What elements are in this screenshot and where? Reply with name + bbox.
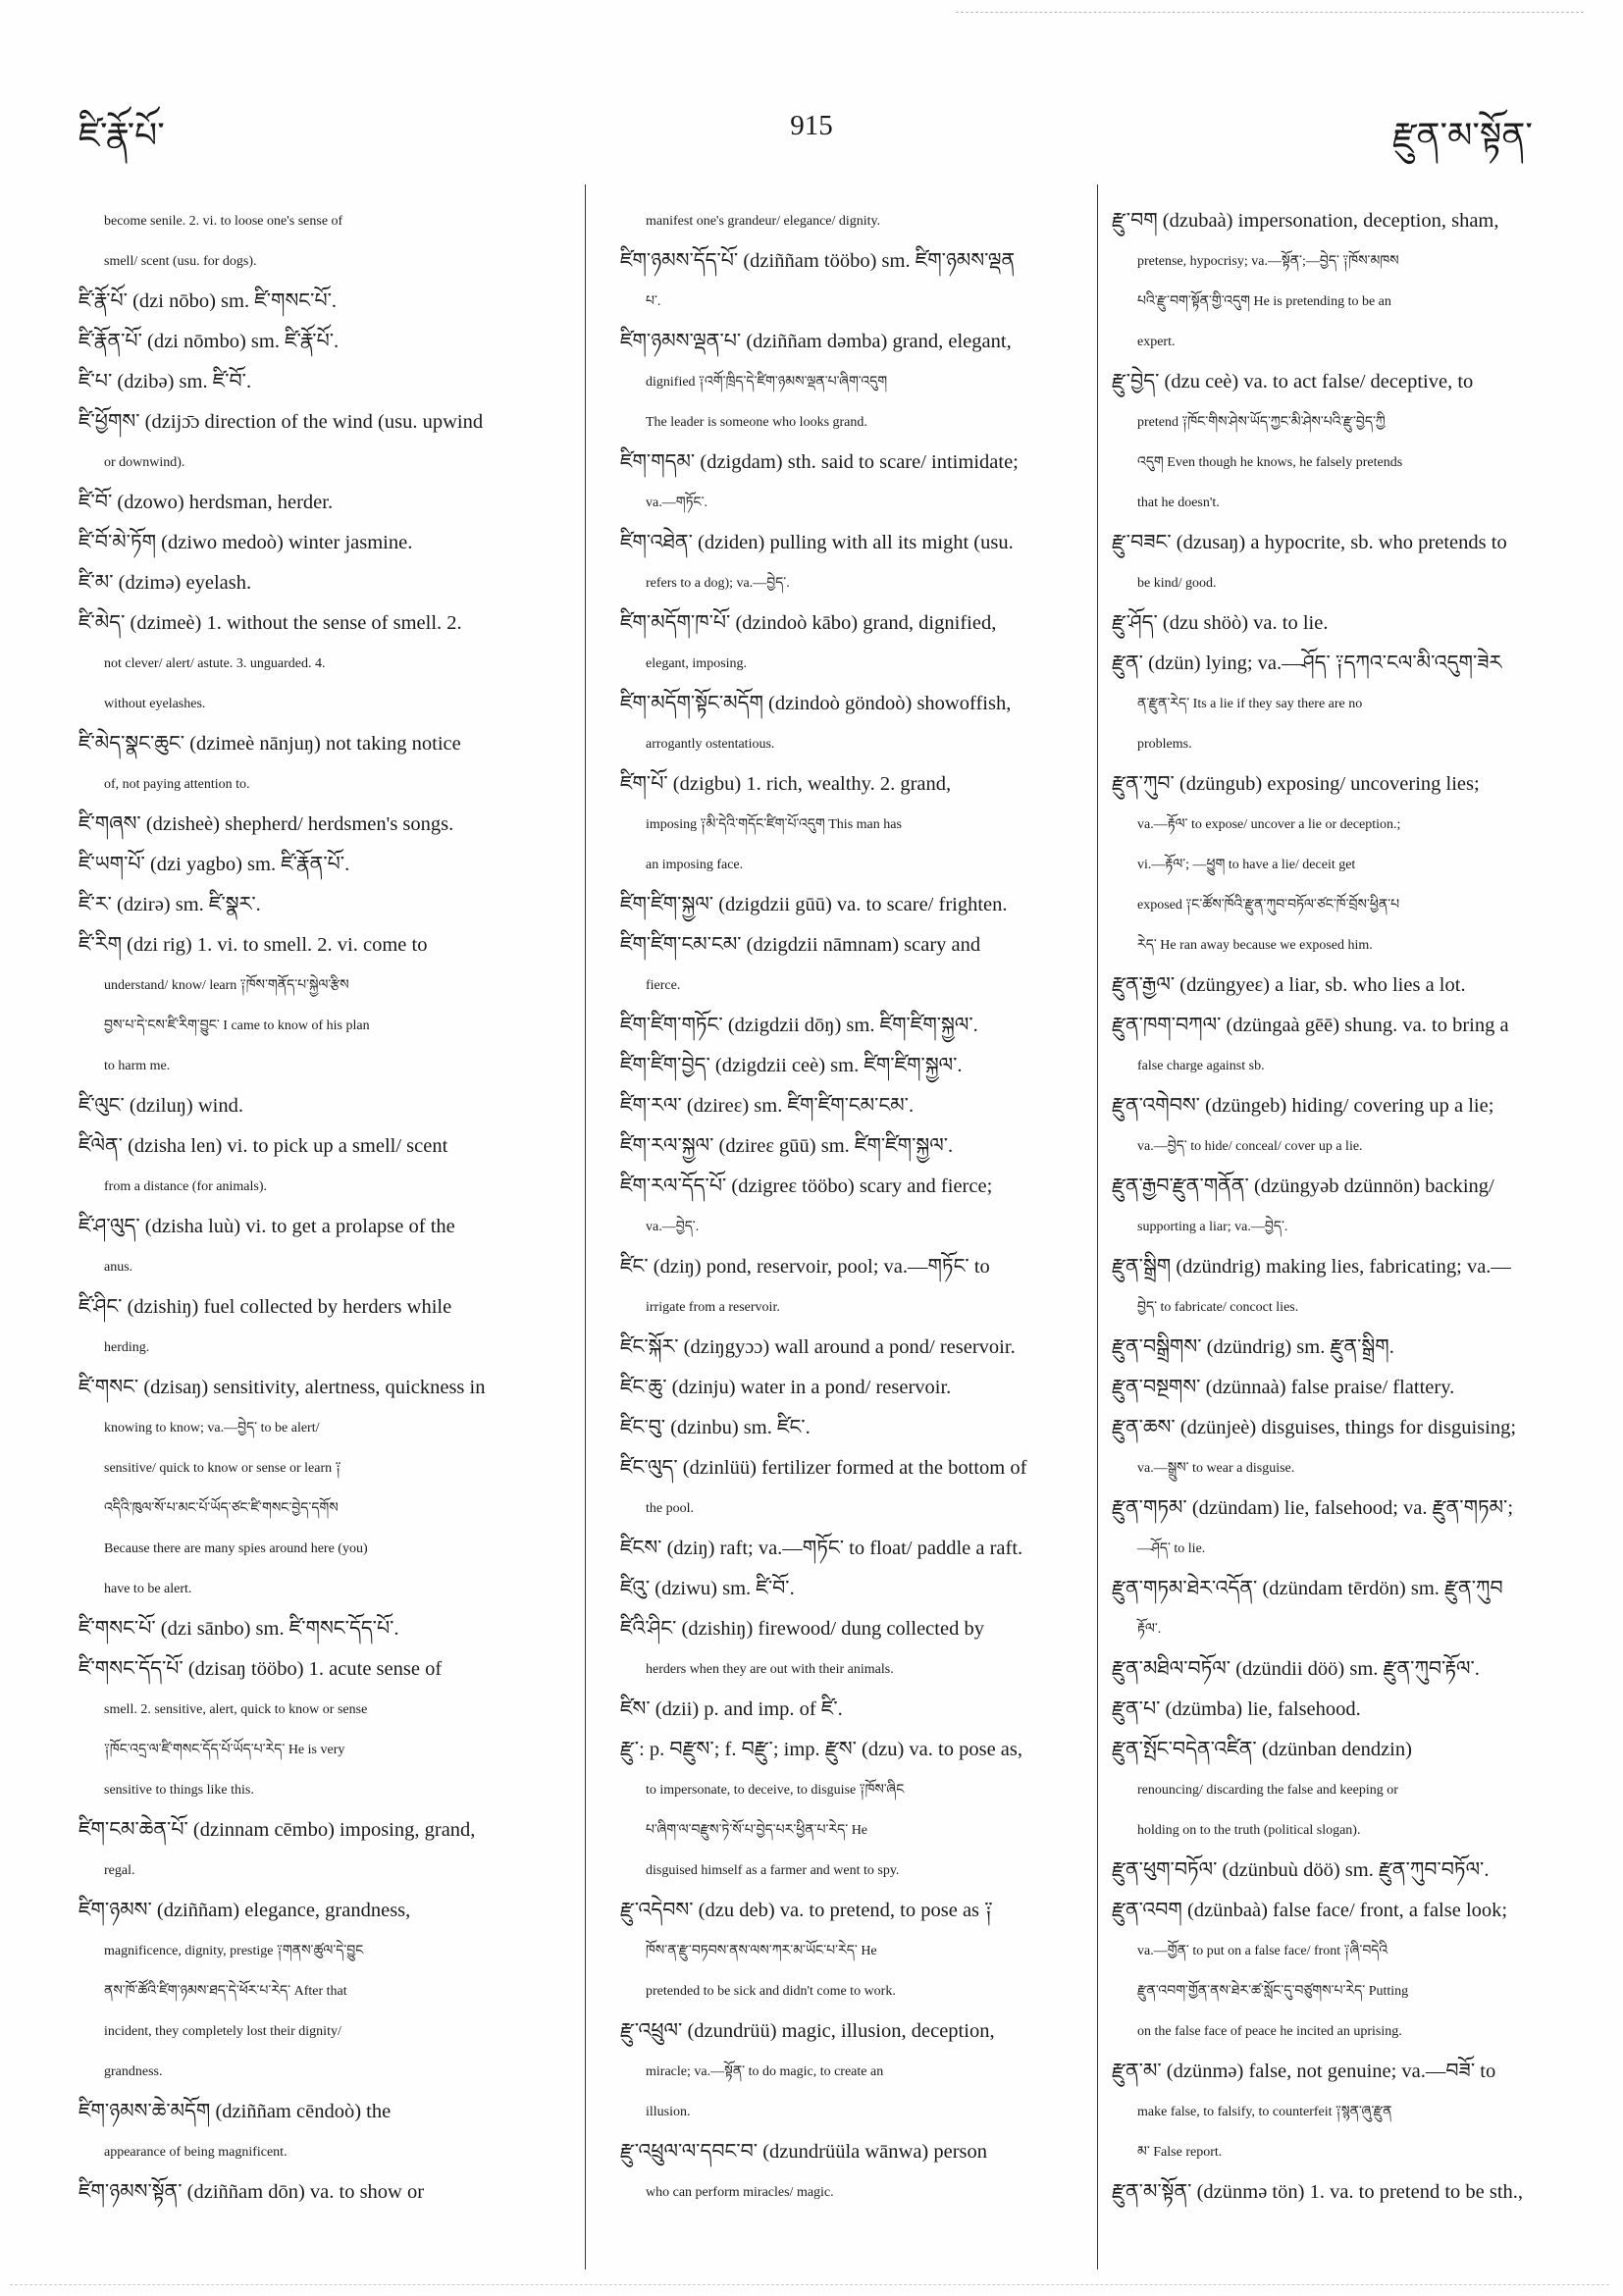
entry-headword-line: རྫུན་ཆས་ (dzünjeè) disguises, things for disguising; (1112, 1417, 1517, 1438)
entry-continuation-line: manifest one's grandeur/ elegance/ dignity. (646, 214, 881, 229)
entry-headword-line: ཛིངས་ (dziŋ) raft; va.—གཏོང་ to float/ paddle a raft. (620, 1538, 1023, 1559)
column-right (1112, 201, 1605, 2213)
entry-headword-line: ཛི་གསང་པོ་ (dzi sānbo) sm. ཛི་གསང་དོད་པོ་. (79, 1618, 399, 1640)
entry-continuation-line: incident, they completely lost their dignity/ (104, 2024, 341, 2039)
entry-headword-line: རྫུན་སྒྲིག (dzündrig) making lies, fabricating; va.— (1112, 1256, 1511, 1278)
entry-headword-line: རྫུན་བསྒྲིགས་ (dzündrig) sm. རྫུན་སྒྲིག. (1112, 1336, 1394, 1358)
entry-continuation-line: holding on to the truth (political slogan). (1137, 1823, 1361, 1838)
entry-continuation-line: imposing ༑མི་དེའི་གདོང་ཛིག་པོ་འདུག This man has (646, 817, 902, 832)
entry-continuation-line: pretense, hypocrisy; va.—སྟོན་;—བྱེད་ ༑ཁོས་མཁས (1137, 254, 1399, 269)
entry-headword-line: ཛིག་པོ་ (dzigbu) 1. rich, wealthy. 2. grand, (620, 773, 952, 795)
entry-continuation-line: vi.—རྟོལ་; —ཕྱུག to have a lie/ deceit get (1137, 858, 1356, 872)
entry-headword-line: ཛིག་ཛིག་སྐྱལ་ (dzigdzii gūū) va. to scare/ frighten. (620, 894, 1008, 915)
entry-headword-line: ཛིའུ་ (dziwu) sm. ཛི་བོ་. (620, 1578, 795, 1599)
entry-headword-line: ཛིག་ཛིག་བྱེད་ (dzigdzii ceè) sm. ཛིག་ཛིག་སྐྱལ་. (620, 1055, 963, 1076)
entry-continuation-line: disguised himself as a farmer and went to spy. (646, 1863, 900, 1878)
entry-continuation-line: appearance of being magnificent. (104, 2145, 288, 2160)
entry-continuation-line: ༑ཁོང་འདྲ་ལ་ཛི་གསང་དོད་པོ་ཡོད་པ་རེད་ He is very (104, 1743, 345, 1757)
entry-continuation-line: on the false face of peace he incited an uprising. (1137, 2024, 1402, 2039)
entry-continuation-line: to harm me. (104, 1059, 171, 1073)
entry-headword-line: ཛིག་མདོག་ཁ་པོ་ (dzindoò kābo) grand, dignified, (620, 612, 997, 634)
entry-headword-line: རྫུན་ (dzün) lying; va.—ཤོད་ ༑དཀའ་ངལ་མི་འདུག་ཟེར (1112, 652, 1502, 674)
entry-headword-line: རྫུ་: p. བརྫུས་; f. བརྫུ་; imp. རྫུས་ (dzu) va. to pose as, (620, 1739, 1022, 1760)
entry-continuation-line: arrogantly ostentatious. (646, 737, 775, 752)
entry-continuation-line: who can perform miracles/ magic. (646, 2185, 834, 2200)
entry-headword-line: ཛི་མེད་ (dzimeè) 1. without the sense of smell. 2. (79, 612, 462, 634)
entry-headword-line: ཛི་གསང་ (dzisaŋ) sensitivity, alertness, quickness in (79, 1377, 486, 1398)
entry-headword-line: རྫུ་འདེབས་ (dzu deb) va. to pretend, to pose as ༑ (620, 1900, 993, 1921)
entry-headword-line: རྫུན་ཕུག་བཏོལ་ (dzünbuù döö) sm. རྫུན་ཀུབ་བཏོལ་. (1112, 1859, 1490, 1881)
entry-continuation-line: without eyelashes. (104, 697, 206, 711)
entry-continuation-line: dignified ༑འགོ་ཁྲིད་དེ་ཛིག་ཉམས་ལྡན་པ་ཞིག་འདུག (646, 375, 888, 390)
entry-continuation-line: པ་. (646, 294, 661, 309)
entry-headword-line: རྫུན་འགེབས་ (dzüngeb) hiding/ covering up a lie; (1112, 1095, 1494, 1117)
entry-headword-line: ཛི་རྣོན་པོ་ (dzi nōmbo) sm. ཛི་རྣོ་པོ་. (79, 331, 340, 352)
entry-continuation-line: be kind/ good. (1137, 576, 1217, 591)
entry-headword-line: ཛི་ཤ་ལུད་ (dzisha luù) vi. to get a prolapse of the (79, 1216, 455, 1237)
entry-continuation-line: fierce. (646, 978, 681, 993)
entry-continuation-line: pretended to be sick and didn't come to work. (646, 1984, 896, 1999)
entry-headword-line: རྫུ་འཕྲུལ་ལ་དབང་བ་ (dzundrüüla wānwa) person (620, 2141, 988, 2163)
entry-headword-line: ཛི་ཡག་པོ་ (dzi yagbo) sm. ཛི་རྣོན་པོ་. (79, 854, 350, 875)
entry-headword-line: རྫུ་འཕྲུལ་ (dzundrüü) magic, illusion, deception, (620, 2020, 995, 2042)
entry-continuation-line: Because there are many spies around here (you) (104, 1541, 368, 1556)
column-middle (620, 201, 1089, 2213)
entry-continuation-line: have to be alert. (104, 1582, 192, 1596)
entry-headword-line: ཛིང་ལུད་ (dzinlüü) fertilizer formed at the bottom of (620, 1457, 1027, 1479)
entry-headword-line: ཛི་ཤིང་ (dzishiŋ) fuel collected by herders while (79, 1296, 452, 1318)
entry-headword-line: ཛིག་འཐེན་ (dziden) pulling with all its might (usu. (620, 532, 1014, 553)
entry-continuation-line: མ་ False report. (1137, 2145, 1223, 2160)
entry-headword-line: ཛིག་ཉམས་ཆེ་མདོག (dziññam cēndoò) the (79, 2101, 392, 2122)
entry-continuation-line: smell/ scent (usu. for dogs). (104, 254, 257, 269)
entry-continuation-line: va.—གྱོན་ to put on a false face/ front ༑ཞི་བདེའི (1137, 1944, 1388, 1958)
running-head-right: རྫུན་མ་སྟོན་ (1391, 116, 1533, 155)
entry-continuation-line: or downwind). (104, 455, 185, 470)
entry-continuation-line: herding. (104, 1340, 150, 1355)
entry-continuation-line: understand/ know/ learn ༑ཁོས་གནོད་པ་སྐྱེལ་རྩིས (104, 978, 349, 993)
entry-continuation-line: that he doesn't. (1137, 496, 1220, 510)
entry-continuation-line: The leader is someone who looks grand. (646, 415, 867, 430)
entry-headword-line: ཛི་རྣོ་པོ་ (dzi nōbo) sm. ཛི་གསང་པོ་. (79, 290, 338, 312)
entry-continuation-line: pretend ༑ཁོང་གིས་ཤེས་ཡོད་ཀྱང་མི་ཤེས་པའི་རྫུ་བྱེད་ཀྱི (1137, 415, 1386, 430)
entry-continuation-line: anus. (104, 1260, 133, 1275)
entry-headword-line: ཛིང་བུ་ (dzinbu) sm. ཛིང་. (620, 1417, 811, 1438)
entry-headword-line: ཛི་གཞས་ (dzisheè) shepherd/ herdsmen's songs. (79, 813, 454, 835)
entry-continuation-line: become senile. 2. vi. to loose one's sense of (104, 214, 343, 229)
entry-headword-line: རྫུན་སྤོང་བདེན་འཛིན་ (dzünban dendzin) (1112, 1739, 1412, 1760)
entry-headword-line: རྫུན་གཏམ་ (dzündam) lie, falsehood; va. རྫུན་གཏམ་; (1112, 1497, 1514, 1519)
entry-continuation-line: of, not paying attention to. (104, 777, 250, 792)
entry-continuation-line: supporting a liar; va.—བྱེད་. (1137, 1220, 1288, 1234)
entry-headword-line: ཛི་རིག (dzi rig) 1. vi. to smell. 2. vi. come to (79, 934, 428, 956)
entry-continuation-line: illusion. (646, 2105, 691, 2119)
entry-headword-line: རྫུན་པ་ (dzümba) lie, falsehood. (1112, 1698, 1361, 1720)
entry-continuation-line: va.—བྱེད་ to hide/ conceal/ cover up a lie. (1137, 1139, 1363, 1154)
bottom-scan-marks (10, 2284, 1609, 2285)
entry-headword-line: ཛིང་སྐོར་ (dziŋgyɔɔ) wall around a pond/ reservoir. (620, 1336, 1016, 1358)
entry-headword-line: རྫུན་འབག (dzünbaà) false face/ front, a false look; (1112, 1900, 1508, 1921)
entry-continuation-line: པ་ཞིག་ལ་བརྫུས་ཏེ་སོ་པ་བྱེད་པར་ཕྱིན་པ་རེད་ He (646, 1823, 868, 1838)
column-rule-right (1097, 184, 1098, 2270)
entry-continuation-line: renouncing/ discarding the false and keeping or (1137, 1783, 1398, 1798)
entry-continuation-line: miracle; va.—སྟོན་ to do magic, to create an (646, 2064, 884, 2079)
entry-headword-line: ཛིག་ཉམས་སྟོན་ (dziññam dōn) va. to show or (79, 2181, 425, 2203)
column-rule-left (585, 184, 586, 2270)
entry-headword-line: ཛི་ཕྱོགས་ (dzijɔ̄ɔ direction of the wind (usu. upwind (79, 411, 484, 433)
entry-headword-line: རྫུན་བསྔགས་ (dzünnaà) false praise/ flattery. (1112, 1377, 1455, 1398)
entry-headword-line: ཛི་མེད་སྣང་ཆུང་ (dzimeè nānjuŋ) not taking notice (79, 733, 461, 755)
entry-continuation-line: —ཤོད་ to lie. (1137, 1541, 1206, 1556)
entry-continuation-line: irrigate from a reservoir. (646, 1300, 780, 1315)
entry-continuation-line: འདུག Even though he knows, he falsely pretends (1137, 455, 1403, 470)
entry-continuation-line: ནས་ཁོ་ཚོའི་ཛིག་ཉམས་ཐད་དེ་ཕོར་པ་རེད་ After that (104, 1984, 347, 1999)
entry-headword-line: རྫུན་ཀུབ་ (dzüngub) exposing/ uncovering lies; (1112, 773, 1480, 795)
entry-headword-line: ཛི་ར་ (dzirə) sm. ཛི་སྣར་. (79, 894, 261, 915)
entry-headword-line: རྫུན་མ་སྟོན་ (dzünmə tön) 1. va. to pretend to be sth., (1112, 2181, 1524, 2203)
entry-continuation-line: to impersonate, to deceive, to disguise ༑ཁོས་ཞིང (646, 1783, 905, 1798)
entry-headword-line: ཛིལེན་ (dzisha len) vi. to pick up a smell/ scent (79, 1135, 448, 1157)
entry-continuation-line: པའི་རྫུ་བག་སྟོན་གྱི་འདུག He is pretending to be an (1137, 294, 1391, 309)
entry-continuation-line: regal. (104, 1863, 135, 1878)
entry-headword-line: རྫུན་གཏམ་ཐེར་འདོན་ (dzündam tērdön) sm. རྫུན་ཀུབ (1112, 1578, 1503, 1599)
entry-headword-line: ཛིས་ (dzii) p. and imp. of ཛི་. (620, 1698, 843, 1720)
entry-headword-line: རྫུན་མཐིལ་བཏོལ་ (dzündii döö) sm. རྫུན་ཀུབ་རྟོལ་. (1112, 1658, 1480, 1680)
entry-headword-line: རྫུན་མ་ (dzünmə) false, not genuine; va.—བཟོ་ to (1112, 2061, 1496, 2082)
entry-headword-line: ཛིག་ཛིག་ངམ་ངམ་ (dzigdzii nāmnam) scary and (620, 934, 981, 956)
entry-headword-line: རྫུ་ཤོད་ (dzu shöò) va. to lie. (1112, 612, 1329, 634)
entry-continuation-line: sensitive/ quick to know or sense or learn ༑ (104, 1461, 341, 1476)
entry-headword-line: རྫུན་རྒྱལ་ (dzüngyeε) a liar, sb. who lies a lot. (1112, 974, 1466, 996)
entry-headword-line: ཛིའི་ཤིང་ (dzishiŋ) firewood/ dung collected by (620, 1618, 984, 1640)
entry-headword-line: རྫུ་བྱེད་ (dzu ceè) va. to act false/ deceptive, to (1112, 371, 1474, 392)
entry-headword-line: ཛིང་ཆུ་ (dzinju) water in a pond/ reservoir. (620, 1377, 952, 1398)
entry-continuation-line: expert. (1137, 335, 1176, 349)
entry-headword-line: ཛིག་ཛིག་གཏོང་ (dzigdzii dōŋ) sm. ཛིག་ཛིག་སྐྱལ་. (620, 1015, 978, 1036)
entry-headword-line: ཛི་ལུང་ (dziluŋ) wind. (79, 1095, 243, 1117)
entry-headword-line: ཛིག་རལ་དོད་པོ་ (dzigreε tööbo) scary and fierce; (620, 1175, 993, 1197)
entry-continuation-line: va.—གཏོང་. (646, 496, 708, 510)
entry-continuation-line: རྟོལ་. (1137, 1622, 1162, 1637)
entry-continuation-line: བྱེད་ to fabricate/ concoct lies. (1137, 1300, 1299, 1315)
entry-headword-line: རྫུ་བག (dzubaà) impersonation, deception, sham, (1112, 210, 1499, 232)
entry-continuation-line: smell. 2. sensitive, alert, quick to know or sense (104, 1702, 368, 1717)
entry-continuation-line: refers to a dog); va.—བྱེད་. (646, 576, 790, 591)
entry-headword-line: ཛིང་ (dziŋ) pond, reservoir, pool; va.—གཏོང་ to (620, 1256, 990, 1278)
entry-continuation-line: རྫུན་འབག་གྱོན་ནས་ཐེར་ཚ་སློང་དུ་བཙུགས་པ་རེད་ Putting (1137, 1984, 1409, 1999)
entry-continuation-line: an imposing face. (646, 858, 744, 872)
entry-continuation-line: va.—བྱེད་. (646, 1220, 700, 1234)
entry-continuation-line: magnificence, dignity, prestige ༑གནས་ཚུལ་དེ་བྱུང (104, 1944, 364, 1958)
entry-headword-line: རྫུན་རྒྱབ་རྫུན་གནོན་ (dzüngyəb dzünnön) backing/ (1112, 1175, 1494, 1197)
entry-headword-line: རྫུ་བཟང་ (dzusaŋ) a hypocrite, sb. who pretends to (1112, 532, 1507, 553)
entry-headword-line: ཛིག་རལ་སྐྱལ་ (dzireε gūū) sm. ཛིག་ཛིག་སྐྱལ་. (620, 1135, 954, 1157)
entry-continuation-line: problems. (1137, 737, 1192, 752)
entry-continuation-line: the pool. (646, 1501, 694, 1516)
entry-headword-line: ཛི་པ་ (dzibə) sm. ཛི་བོ་. (79, 371, 252, 392)
entry-headword-line: ཛི་བོ་ (dzowo) herdsman, herder. (79, 492, 334, 513)
entry-continuation-line: elegant, imposing. (646, 656, 748, 671)
entry-continuation-line: འདིའི་ཁུལ་སོ་པ་མང་པོ་ཡོད་ཙང་ཛི་གསང་བྱེད་དགོས (104, 1501, 339, 1516)
entry-continuation-line: grandness. (104, 2064, 163, 2079)
entry-headword-line: ཛི་གསང་དོད་པོ་ (dzisaŋ tööbo) 1. acute sense of (79, 1658, 443, 1680)
entry-continuation-line: བྱས་པ་དེ་ངས་ཛི་རིག་བྱུང་ I came to know of his plan (104, 1018, 370, 1033)
column-left (79, 201, 554, 2213)
entry-continuation-line: ཁོས་ན་རྫུ་བཏབས་ནས་ལས་ཀར་མ་ཡོང་པ་རེད་ He (646, 1944, 877, 1958)
entry-headword-line: རྫུན་ཁག་བཀལ་ (dzüngaà gēē) shung. va. to bring a (1112, 1015, 1509, 1036)
top-scan-marks (956, 12, 1584, 13)
entry-continuation-line: not clever/ alert/ astute. 3. unguarded. 4. (104, 656, 326, 671)
entry-headword-line: ཛི་མ་ (dzimə) eyelash. (79, 572, 252, 594)
entry-continuation-line: herders when they are out with their animals. (646, 1662, 894, 1677)
page-number: 915 (790, 110, 833, 141)
entry-continuation-line: false charge against sb. (1137, 1059, 1265, 1073)
entry-continuation-line: va.—རྟོལ་ to expose/ uncover a lie or deception.; (1137, 817, 1401, 832)
entry-headword-line: ཛིག་ཉམས་ (dziññam) elegance, grandness, (79, 1900, 411, 1921)
entry-continuation-line: ན་རྫུན་རེད་ Its a lie if they say there are no (1137, 697, 1363, 711)
entry-continuation-line: make false, to falsify, to counterfeit ༑སྙན་ཞུ་རྫུན (1137, 2105, 1392, 2119)
entry-headword-line: ཛིག་ཉམས་ལྡན་པ་ (dziññam dəmba) grand, elegant, (620, 331, 1012, 352)
entry-continuation-line: knowing to know; va.—བྱེད་ to be alert/ (104, 1421, 320, 1435)
entry-headword-line: ཛིག་ཉམས་དོད་པོ་ (dziññam tööbo) sm. ཛིག་ཉམས་ལྡན (620, 250, 1016, 272)
running-head-left: ཛི་རྣོ་པོ་ (79, 116, 165, 155)
entry-continuation-line: from a distance (for animals). (104, 1179, 267, 1194)
entry-headword-line: ཛིག་མདོག་སྟོང་མདོག (dzindoò göndoò) showoffish, (620, 693, 1012, 714)
entry-continuation-line: sensitive to things like this. (104, 1783, 254, 1798)
entry-headword-line: ཛི་བོ་མེ་ཏོག (dziwo medoò) winter jasmine. (79, 532, 413, 553)
entry-continuation-line: exposed ༑ང་ཚོས་ཁོའི་རྫུན་ཀུབ་བཏོལ་ཙང་ཁོ་བྲོས་ཕྱིན་པ (1137, 898, 1400, 913)
entry-continuation-line: རེད་ He ran away because we exposed him. (1137, 938, 1373, 953)
entry-headword-line: ཛིག་གདམ་ (dzigdam) sth. said to scare/ intimidate; (620, 451, 1019, 473)
entry-headword-line: ཛིག་རལ་ (dzireε) sm. ཛིག་ཛིག་ངམ་ངམ་. (620, 1095, 915, 1117)
entry-continuation-line: va.—སྒྲུས་ to wear a disguise. (1137, 1461, 1295, 1476)
entry-headword-line: ཛིག་ངམ་ཆེན་པོ་ (dzinnam cēmbo) imposing, grand, (79, 1819, 476, 1841)
